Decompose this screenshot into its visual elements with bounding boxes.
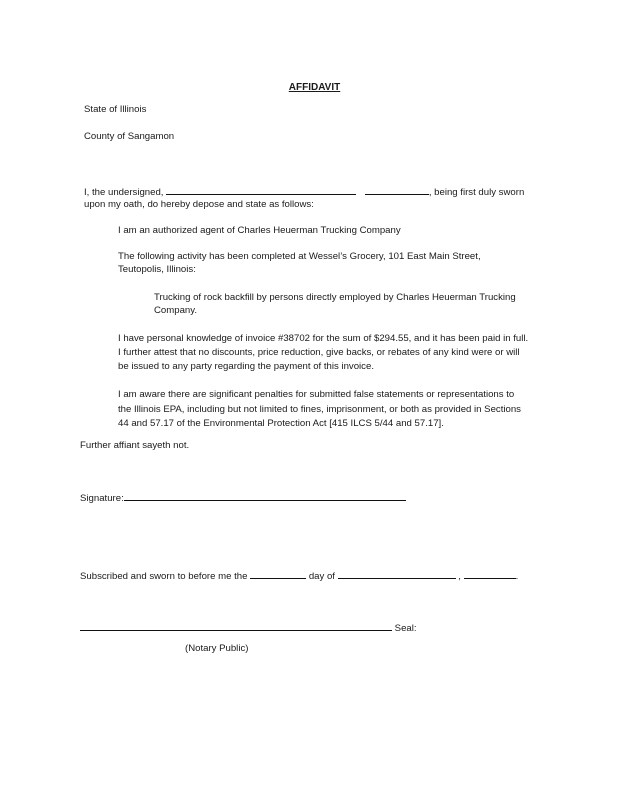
notary-signature-blank[interactable] [80, 621, 392, 631]
intro-line-2: upon my oath, do hereby depose and state as follows: [84, 199, 314, 210]
activity-line-1: The following activity has been completed at Wessel’s Grocery, 101 East Main Street, [118, 251, 481, 262]
work-line-1: Trucking of rock backfill by persons directly employed by Charles Heuerman Trucking [154, 292, 516, 303]
seal-label: Seal: [394, 623, 417, 634]
penalty-line-3: 44 and 57.17 of the Environmental Protection Act [415 ILCS 5/44 and 57.17]. [118, 418, 444, 429]
signature-row [80, 491, 406, 505]
day-blank[interactable] [250, 569, 306, 579]
activity-line-2: Teutopolis, Illinois: [118, 264, 196, 275]
intro-end: , being first duly sworn [428, 187, 525, 198]
intro-line-1 [84, 185, 524, 199]
name-blank [166, 185, 356, 195]
knowledge-line-3: be issued to any party regarding the payment of this invoice. [118, 361, 374, 372]
signature-label: Signature: [80, 493, 124, 504]
work-line-2: Company. [154, 305, 198, 316]
month-blank[interactable] [338, 569, 456, 579]
signature-blank[interactable] [124, 491, 406, 501]
knowledge-line-2: I further attest that no discounts, price reduction, give backs, or rebates of any kind were or will [118, 347, 520, 358]
intro-start: I, the undersigned, [84, 187, 164, 198]
subscribed-start: Subscribed and sworn to before me the [80, 571, 248, 582]
agent-statement: I am an authorized agent of Charles Heuerman Trucking Company [118, 225, 401, 236]
subscribed-day: day of [308, 571, 335, 582]
document-title: AFFIDAVIT [288, 82, 341, 93]
seal-row [80, 621, 417, 635]
notary-public-label: (Notary Public) [185, 643, 249, 654]
knowledge-line-1: I have personal knowledge of invoice #38702 for the sum of $294.55, and it has been paid in full. [118, 333, 529, 344]
penalty-line-2: the Illinois EPA, including but not limited to fines, imprisonment, or both as provided in Sections [118, 404, 521, 415]
year-blank[interactable] [464, 569, 516, 579]
county-label: County of Sangamon [84, 131, 175, 142]
state-label: State of Illinois [84, 104, 147, 115]
subscribed-row: Subscribed and sworn to before me the day of , . [80, 571, 519, 582]
further-affiant: Further affiant sayeth not. [80, 440, 190, 451]
penalty-line-1: I am aware there are significant penalties for submitted false statements or representations to [118, 389, 515, 400]
title-blank [365, 185, 429, 195]
